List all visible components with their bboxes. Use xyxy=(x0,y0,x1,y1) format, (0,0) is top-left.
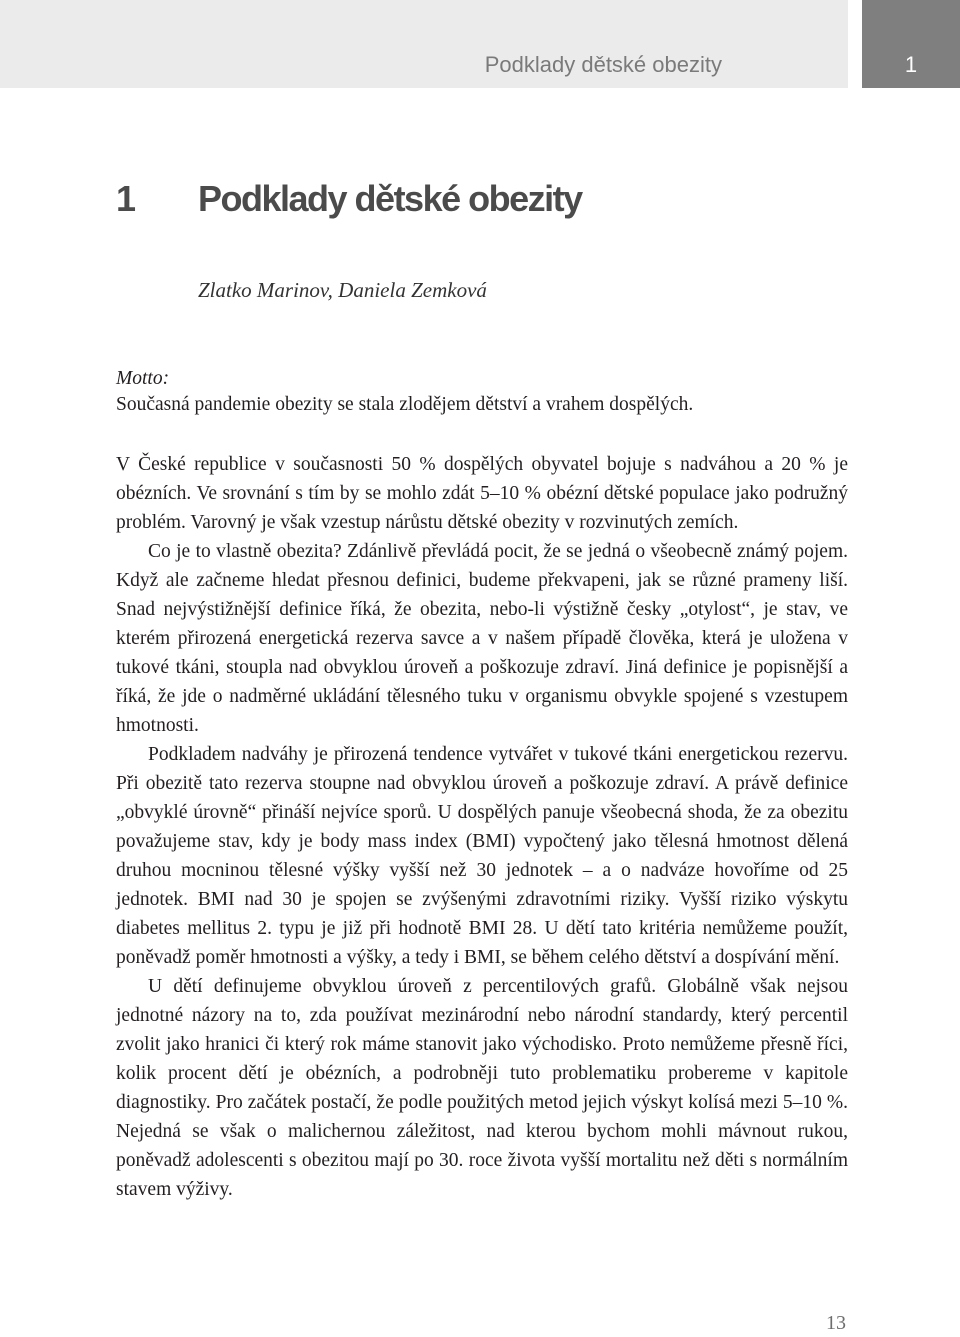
paragraph: U dětí definujeme obvyklou úroveň z percentilových grafů. Globálně však nejsou jednotné názory na to, zda používat mezinárodní nebo národní standardy, který percentil zvolit jako hranici či který rok máme stanovit jako východisko. Proto nemůžeme přesně říci, kolik procent dětí je obézních, a podrobněji tuto problematiku probereme v kapitole diagnostiky. Pro začátek postačí, že podle použitých metod jejich výskyt kolísá mezi 5–10 %. Nejedná se však o malichernou záležitost, nad kterou bychom mohli mávnout rukou, poněvadž adolescenti s obezitou mají po 30. roce života vyšší mortalitu než děti s normálním stavem výživy. xyxy=(116,976,848,1200)
paragraph: Podkladem nadváhy je přirozená tendence vytvářet v tukové tkáni energetickou rezervu. Při obezitě tato rezerva stoupne nad obvyklou úroveň a poškozuje zdraví. A právě definice „obvyklé úrovně“ přináší nejvíce sporů. U dospělých panuje všeobecná shoda, že za obezitu považujeme stav, kdy je body mass index (BMI) vypočtený jako tělesná hmotnost dělená druhou mocninou tělesné výšky vyšší než 30 jednotek – a o nadváze hovoříme od 25 jednotek. BMI nad 30 je spojen se zvýšenými zdravotními riziky. Vyšší riziko výskytu diabetes mellitus 2. typu je již při hodnotě BMI 28. U dětí tato kritéria nemůžeme použít, poněvadž poměr hmotnosti a výšky, a tedy i BMI, se během celého dětství a dospívání mění. xyxy=(116,744,848,968)
paragraph: V České republice v současnosti 50 % dospělých obyvatel bojuje s nadváhou a 20 % je obézních. Ve srovnání s tím by se mohlo zdát 5–10 % obézní dětské populace jako podružný problém. Varovný je však vzestup nárůstu dětské obezity v rozvinutých zemích. xyxy=(116,454,848,533)
running-header xyxy=(0,0,848,88)
chapter-number: 1 xyxy=(116,178,135,219)
page-number: 13 xyxy=(826,1312,846,1334)
paragraph: Co je to vlastně obezita? Zdánlivě převládá pocit, že se jedná o všeobecně známý pojem. Když ale začneme hledat přesnou definici, budeme překvapeni, jak se různé prameny liší. Snad nejvýstižnější definice říká, že obezita, nebo-li výstižně česky „otylost“, je stav, ve kterém přirozená energetická rezerva savce a v našem případě člověka, která je uložena v tukové tkáni, stoupla nad obvyklou úroveň a poškozuje zdraví. Jiná definice je popisnější a říká, že jde o nadměrné ukládání tělesného tuku v organismu obvykle spojené s vzestupem hmotnosti. xyxy=(116,541,848,736)
chapter-heading xyxy=(116,178,582,220)
motto-label: Motto: xyxy=(116,368,170,389)
body-text xyxy=(116,450,848,1204)
authors: Zlatko Marinov, Daniela Zemková xyxy=(198,278,487,302)
motto-text: Současná pandemie obezity se stala zlodějem dětství a vrahem dospělých. xyxy=(116,394,694,415)
chapter-tab-number: 1 xyxy=(904,52,918,77)
running-title: Podklady dětské obezity xyxy=(484,52,722,77)
chapter-tab xyxy=(862,0,960,88)
chapter-title: Podklady dětské obezity xyxy=(198,178,582,219)
